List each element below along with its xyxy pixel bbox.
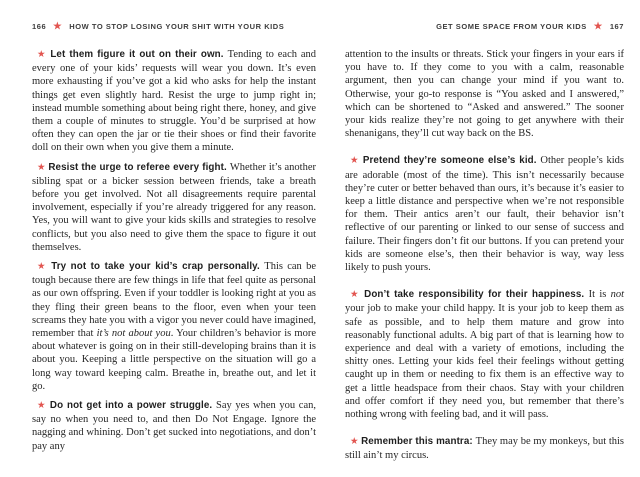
paragraph-text: . Your children’s behavior is more about whatever is going on in their still-developing brains than it is about you. Keeping a little perspective on the situation will go a long way toward keeping calm. Breathe in, breathe out, and let it go.: [32, 328, 317, 392]
star-bullet-icon: ★: [37, 50, 51, 60]
paragraph-heading: Resist the urge to referee every fight.: [48, 161, 230, 173]
paragraph-text: It is: [588, 289, 611, 301]
paragraph-text: it’s not about you: [96, 328, 171, 340]
paragraph: [345, 435, 624, 462]
star-bullet-icon: ★: [37, 262, 52, 273]
star-bullet-icon: ★: [350, 290, 365, 301]
paragraph-text: Whether it’s another sibling spat or a bicker session between friends, take a breath before you get involved. Not all disagreements require parental involvement, especially if you’re already triggered for any reason. Yes, you will want to give your kids skills and strategies to resolve conflicts, but you also need to give them the space to figure it out themselves.: [32, 161, 317, 253]
star-icon: ★: [593, 20, 603, 32]
paragraph-heading: Pretend they’re someone else’s kid.: [362, 155, 541, 167]
page-number-right: 167: [609, 22, 624, 31]
paragraph-heading: Let them figure it out on their own.: [50, 49, 228, 60]
paragraph-text: Say yes when you can, say no when you need to, and then Do Not Engage. Ignore the nagging and whining. Don’t get sucked into negotiations, and don’t pay any: [32, 400, 316, 452]
paragraph: [345, 48, 624, 140]
paragraph-text: your job to make your child happy. It is your job to keep them as safe as possible, and to help them mature and grow into reasonably functional adults. A big part of that is learning how to experience and deal with a variety of emotions, including the shitty ones. Letting your kids feel their feelings without getting caught up in them or needing to fix them is an effective way to get a little headspace from their chaos. Stay with your children and offer comfort if they need you, but remember that there’s nothing wrong with feeling bad, and it will pass.: [345, 303, 624, 421]
page-left-content: [32, 48, 316, 459]
page-right: [345, 0, 624, 462]
running-title-left: HOW TO STOP LOSING YOUR SHIT WITH YOUR KIDS: [69, 22, 285, 31]
paragraph-text: attention to the insults or threats. Stick your fingers in your ears if you have to. If they come to you with a calm, reasonable argument, then you can change your mind if you want to. Otherwise, your go-to response is “You asked and I answered,” which can be shortened to “Asked and answered.” The sooner your kids realize they’re not going to get anywhere with their shenanigans, they’ll cut way back on the BS.: [345, 49, 624, 140]
paragraph: [345, 154, 624, 274]
paragraph-heading: Remember this mantra:: [361, 436, 476, 448]
star-bullet-icon: ★: [350, 437, 362, 448]
paragraph: [32, 161, 316, 254]
star-bullet-icon: ★: [37, 162, 49, 173]
page-left: [32, 0, 317, 452]
star-bullet-icon: ★: [350, 156, 363, 167]
page-right-content: [345, 48, 624, 477]
page-number-left: 166: [32, 22, 47, 31]
star-icon: ★: [53, 20, 63, 32]
running-header-right: [345, 21, 624, 32]
star-bullet-icon: ★: [37, 401, 50, 412]
paragraph-text: This can be tough because there are few things in life that feel quite as personal as our own offspring. Even if your toddler is looking right at you as they fling their green beans to the floor, even when your teen screams they hate you with a vigor you never could have imagined, remember that: [32, 261, 316, 340]
paragraph-heading: Don’t take responsibility for their happiness.: [364, 289, 589, 301]
paragraph: [32, 260, 316, 393]
paragraph-text: They may be my monkeys, but this still ain’t my circus.: [345, 436, 624, 462]
running-header-left: [32, 21, 316, 32]
paragraph: [32, 48, 316, 155]
paragraph-text: not: [610, 289, 624, 301]
running-title-right: GET SOME SPACE FROM YOUR KIDS: [436, 22, 587, 31]
paragraph-heading: Do not get into a power struggle.: [49, 400, 217, 412]
paragraph-text: Tending to each and every one of your kids’ requests will wear you down. It’s even more exhausting if you’ve got a kid who asks for help the instant things get even slightly hard. Resist the urge to jump right in; instead mumble something about being right there, honey, and give them a couple of minutes to struggle. You’d be surprised at how often they can open the jar or tie their shoes or find their favorite doll on their own when you give them a minute.: [32, 49, 316, 154]
paragraph: [345, 288, 624, 421]
paragraph-text: Other people’s kids are adorable (most of the time). This isn’t necessarily because they’re cuter or better behaved than ours, it’s because it’s easier to keep a little distance and perspective when we’re not responsible for them. Their antics aren’t our fault, their behavior isn’t reflective of our parenting or linked to our sense of success and failure. Their fingers don’t fit our buttons. If you can pretend your kids are someone else’s, then their behavior is way, way less likely to push yours.: [345, 155, 624, 274]
paragraph-heading: Try not to take your kid’s crap personally.: [51, 261, 265, 273]
